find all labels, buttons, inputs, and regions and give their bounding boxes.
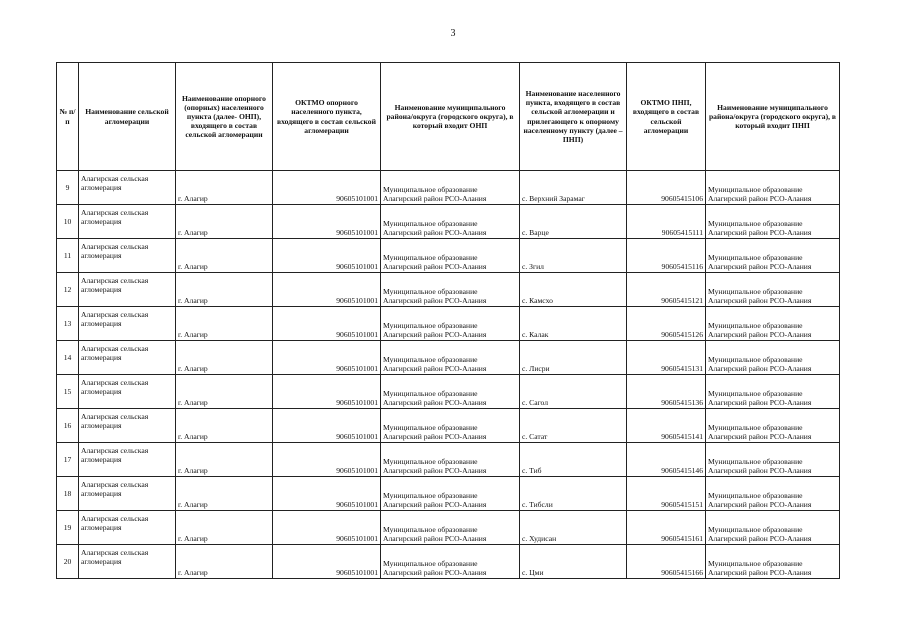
header-cell: Наименование муниципального района/округа (городского округа), в который входит ОНП — [381, 63, 520, 171]
pnp-name-cell: с. Згил — [520, 239, 627, 273]
pnp-municipality-cell: Муниципальное образование Алагирский район РСО-Алания — [706, 477, 840, 511]
onp-oktmo-cell: 90605101001 — [273, 511, 381, 545]
agglomeration-cell: Алагирская сельская агломерация — [79, 443, 176, 477]
onp-oktmo-cell: 90605101001 — [273, 273, 381, 307]
onp-name-cell: г. Алагир — [176, 273, 273, 307]
onp-name-cell: г. Алагир — [176, 239, 273, 273]
row-number-cell: 13 — [57, 307, 79, 341]
pnp-municipality-cell: Муниципальное образование Алагирский район РСО-Алания — [706, 307, 840, 341]
header-cell: Наименование опорного (опорных) населенного пункта (далее- ОНП), входящего в состав сельской агломерации — [176, 63, 273, 171]
onp-municipality-cell: Муниципальное образование Алагирский район РСО-Алания — [381, 409, 520, 443]
table-row — [57, 341, 840, 375]
page-number: 3 — [450, 28, 456, 39]
pnp-oktmo-cell: 90605415146 — [627, 443, 706, 477]
agglomeration-cell: Алагирская сельская агломерация — [79, 375, 176, 409]
onp-municipality-cell: Муниципальное образование Алагирский район РСО-Алания — [381, 171, 520, 205]
table-body — [57, 171, 840, 579]
pnp-municipality-cell: Муниципальное образование Алагирский район РСО-Алания — [706, 443, 840, 477]
onp-municipality-cell: Муниципальное образование Алагирский район РСО-Алания — [381, 545, 520, 579]
onp-oktmo-cell: 90605101001 — [273, 171, 381, 205]
header-cell: ОКТМО ПНП, входящего в состав сельской агломерации — [627, 63, 706, 171]
pnp-municipality-cell: Муниципальное образование Алагирский район РСО-Алания — [706, 511, 840, 545]
onp-name-cell: г. Алагир — [176, 477, 273, 511]
onp-name-cell: г. Алагир — [176, 375, 273, 409]
pnp-name-cell: с. Тиб — [520, 443, 627, 477]
pnp-municipality-cell: Муниципальное образование Алагирский район РСО-Алания — [706, 205, 840, 239]
agglomeration-cell: Алагирская сельская агломерация — [79, 239, 176, 273]
table-row — [57, 171, 840, 205]
onp-oktmo-cell: 90605101001 — [273, 409, 381, 443]
pnp-municipality-cell: Муниципальное образование Алагирский район РСО-Алания — [706, 341, 840, 375]
onp-name-cell: г. Алагир — [176, 511, 273, 545]
onp-name-cell: г. Алагир — [176, 307, 273, 341]
agglomeration-cell: Алагирская сельская агломерация — [79, 307, 176, 341]
onp-municipality-cell: Муниципальное образование Алагирский район РСО-Алания — [381, 341, 520, 375]
onp-name-cell: г. Алагир — [176, 171, 273, 205]
header-cell: Наименование муниципального района/округа (городского округа), в который входит ПНП — [706, 63, 840, 171]
pnp-oktmo-cell: 90605415116 — [627, 239, 706, 273]
agglomeration-table — [56, 62, 840, 579]
pnp-name-cell: с. Сагол — [520, 375, 627, 409]
table-row — [57, 307, 840, 341]
table-row — [57, 511, 840, 545]
pnp-name-cell: с. Калак — [520, 307, 627, 341]
agglomeration-cell: Алагирская сельская агломерация — [79, 205, 176, 239]
row-number-cell: 9 — [57, 171, 79, 205]
row-number-cell: 11 — [57, 239, 79, 273]
onp-municipality-cell: Муниципальное образование Алагирский район РСО-Алания — [381, 511, 520, 545]
onp-oktmo-cell: 90605101001 — [273, 341, 381, 375]
agglomeration-cell: Алагирская сельская агломерация — [79, 171, 176, 205]
onp-name-cell: г. Алагир — [176, 443, 273, 477]
table-row — [57, 409, 840, 443]
onp-oktmo-cell: 90605101001 — [273, 477, 381, 511]
pnp-municipality-cell: Муниципальное образование Алагирский район РСО-Алания — [706, 545, 840, 579]
onp-municipality-cell: Муниципальное образование Алагирский район РСО-Алания — [381, 375, 520, 409]
onp-oktmo-cell: 90605101001 — [273, 239, 381, 273]
table-header-row — [57, 63, 840, 171]
pnp-municipality-cell: Муниципальное образование Алагирский район РСО-Алания — [706, 375, 840, 409]
agglomeration-cell: Алагирская сельская агломерация — [79, 511, 176, 545]
header-cell: Наименование населенного пункта, входящего в состав сельской агломерации и прилегающего к опорному населенному пункту (далее – ПНП) — [520, 63, 627, 171]
table-row — [57, 273, 840, 307]
row-number-cell: 16 — [57, 409, 79, 443]
onp-name-cell: г. Алагир — [176, 409, 273, 443]
pnp-oktmo-cell: 90605415126 — [627, 307, 706, 341]
pnp-oktmo-cell: 90605415121 — [627, 273, 706, 307]
pnp-name-cell: с. Лисри — [520, 341, 627, 375]
header-cell: № п/п — [57, 63, 79, 171]
pnp-municipality-cell: Муниципальное образование Алагирский район РСО-Алания — [706, 273, 840, 307]
row-number-cell: 14 — [57, 341, 79, 375]
pnp-municipality-cell: Муниципальное образование Алагирский район РСО-Алания — [706, 409, 840, 443]
onp-municipality-cell: Муниципальное образование Алагирский район РСО-Алания — [381, 443, 520, 477]
pnp-name-cell: с. Цми — [520, 545, 627, 579]
row-number-cell: 15 — [57, 375, 79, 409]
onp-municipality-cell: Муниципальное образование Алагирский район РСО-Алания — [381, 205, 520, 239]
pnp-oktmo-cell: 90605415111 — [627, 205, 706, 239]
onp-oktmo-cell: 90605101001 — [273, 307, 381, 341]
pnp-municipality-cell: Муниципальное образование Алагирский район РСО-Алания — [706, 171, 840, 205]
table-row — [57, 205, 840, 239]
agglomeration-cell: Алагирская сельская агломерация — [79, 477, 176, 511]
pnp-oktmo-cell: 90605415136 — [627, 375, 706, 409]
onp-municipality-cell: Муниципальное образование Алагирский район РСО-Алания — [381, 307, 520, 341]
pnp-oktmo-cell: 90605415106 — [627, 171, 706, 205]
row-number-cell: 18 — [57, 477, 79, 511]
pnp-name-cell: с. Камсхо — [520, 273, 627, 307]
table-row — [57, 477, 840, 511]
onp-oktmo-cell: 90605101001 — [273, 443, 381, 477]
row-number-cell: 12 — [57, 273, 79, 307]
agglomeration-cell: Алагирская сельская агломерация — [79, 341, 176, 375]
pnp-oktmo-cell: 90605415151 — [627, 477, 706, 511]
row-number-cell: 19 — [57, 511, 79, 545]
pnp-name-cell: с. Варце — [520, 205, 627, 239]
pnp-municipality-cell: Муниципальное образование Алагирский район РСО-Алания — [706, 239, 840, 273]
row-number-cell: 20 — [57, 545, 79, 579]
onp-municipality-cell: Муниципальное образование Алагирский район РСО-Алания — [381, 477, 520, 511]
pnp-oktmo-cell: 90605415141 — [627, 409, 706, 443]
table-row — [57, 443, 840, 477]
onp-name-cell: г. Алагир — [176, 205, 273, 239]
onp-name-cell: г. Алагир — [176, 341, 273, 375]
header-cell: Наименование сельской агломерации — [79, 63, 176, 171]
onp-oktmo-cell: 90605101001 — [273, 375, 381, 409]
row-number-cell: 10 — [57, 205, 79, 239]
row-number-cell: 17 — [57, 443, 79, 477]
agglomeration-cell: Алагирская сельская агломерация — [79, 273, 176, 307]
pnp-oktmo-cell: 90605415131 — [627, 341, 706, 375]
onp-oktmo-cell: 90605101001 — [273, 205, 381, 239]
pnp-name-cell: с. Худисан — [520, 511, 627, 545]
header-cell: ОКТМО опорного населенного пункта, входящего в состав сельской агломерации — [273, 63, 381, 171]
pnp-name-cell: с. Верхний Зарамаг — [520, 171, 627, 205]
onp-municipality-cell: Муниципальное образование Алагирский район РСО-Алания — [381, 239, 520, 273]
agglomeration-cell: Алагирская сельская агломерация — [79, 545, 176, 579]
onp-municipality-cell: Муниципальное образование Алагирский район РСО-Алания — [381, 273, 520, 307]
pnp-name-cell: с. Тибсли — [520, 477, 627, 511]
pnp-name-cell: с. Сатат — [520, 409, 627, 443]
table-row — [57, 375, 840, 409]
agglomeration-cell: Алагирская сельская агломерация — [79, 409, 176, 443]
onp-name-cell: г. Алагир — [176, 545, 273, 579]
pnp-oktmo-cell: 90605415161 — [627, 511, 706, 545]
table-row — [57, 239, 840, 273]
pnp-oktmo-cell: 90605415166 — [627, 545, 706, 579]
table-row — [57, 545, 840, 579]
onp-oktmo-cell: 90605101001 — [273, 545, 381, 579]
